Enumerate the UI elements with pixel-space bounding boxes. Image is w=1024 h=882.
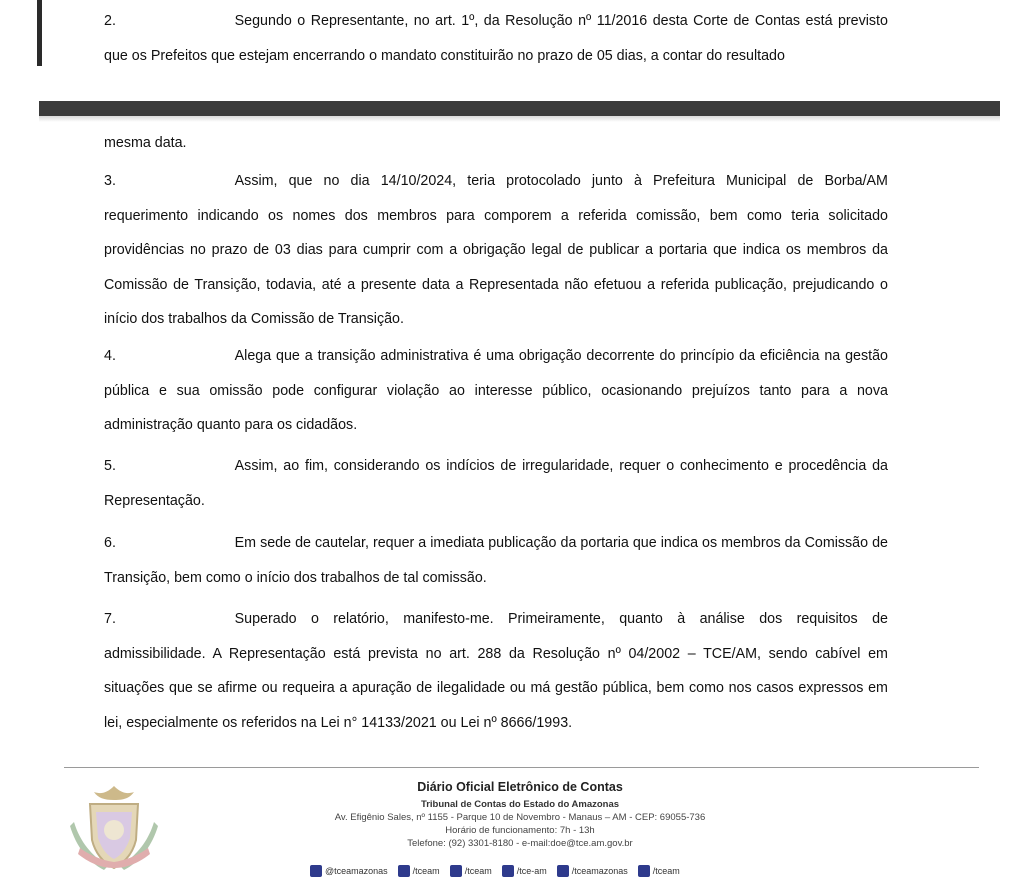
paragraph-text: Superado o relatório, manifesto-me. Primeiramente, quanto à análise dos requisitos de admissibilidade. A Representação está prevista no art. 288 da Resolução nº 04/2002 – TCE/AM, sendo cabível em situações que se afirme ou requeira a apuração de ilegalidade ou má gestão pública, bem como nos casos expressos em lei, especialmente os referidos na Lei n° 14133/2021 ou Lei nº 8666/1993.: [104, 610, 888, 731]
twitter-icon: [450, 865, 462, 877]
page-separator: [39, 101, 1000, 116]
tce-am-logo-icon: [66, 782, 162, 876]
social-link-facebook[interactable]: [398, 865, 440, 877]
paragraph-number: 5.: [104, 457, 116, 474]
soundcloud-icon: [638, 865, 650, 877]
paragraph-2: [104, 4, 888, 73]
page-separator-shadow: [39, 116, 1000, 122]
social-link-youtube[interactable]: [557, 865, 628, 877]
paragraph-text: Assim, ao fim, considerando os indícios de irregularidade, requer o conhecimento e procedência da Representação.: [104, 457, 888, 509]
paragraph-6: [104, 526, 888, 595]
social-label: /tceam: [652, 866, 680, 876]
paragraph-number: 7.: [104, 610, 116, 627]
footer-info: [300, 776, 740, 850]
paragraph-text: Assim, que no dia 14/10/2024, teria protocolado junto à Prefeitura Municipal de Borba/AM requerimento indicando os nomes dos membros para comporem a referida comissão, bem como teria solicitado providências no prazo de 03 dias para cumprir com a obrigação legal de publicar a portaria que indica os membros da Comissão de Transição, todavia, até a presente data a Representada não efetuou a referida publicação, prejudicando o início dos trabalhos da Comissão de Transição.: [104, 172, 888, 327]
paragraph-number: 2.: [104, 12, 116, 29]
social-label: /tce-am: [516, 866, 547, 876]
social-link-instagram[interactable]: [310, 865, 388, 877]
footer-hours: Horário de funcionamento: 7h - 13h: [445, 825, 595, 836]
footer-org: Tribunal de Contas do Estado do Amazonas: [420, 799, 620, 810]
instagram-icon: [310, 865, 322, 877]
footer-title: Diário Oficial Eletrônico de Contas: [417, 780, 623, 794]
footer-contact: Telefone: (92) 3301-8180 - e-mail:doe@tce.am.gov.br: [407, 838, 633, 849]
facebook-icon: [398, 865, 410, 877]
social-label: @tceamazonas: [325, 866, 388, 876]
paragraph-number: 3.: [104, 172, 116, 189]
footer-address: Av. Efigênio Sales, nº 1155 - Parque 10 de Novembro - Manaus – AM - CEP: 69055-736: [334, 812, 706, 823]
social-link-twitter[interactable]: [450, 865, 492, 877]
paragraph-3: [104, 164, 888, 337]
paragraph-5: [104, 449, 888, 518]
paragraph-number: 4.: [104, 347, 116, 364]
social-label: /tceam: [464, 866, 492, 876]
left-edge-bar: [37, 0, 42, 66]
social-label: /tceam: [412, 866, 440, 876]
social-label: /tceamazonas: [571, 866, 628, 876]
continuation-text: mesma data.: [104, 134, 187, 151]
footer-divider: [64, 767, 979, 768]
paragraph-text: Em sede de cautelar, requer a imediata publicação da portaria que indica os membros da Comissão de Transição, bem como o início dos trabalhos de tal comissão.: [104, 534, 888, 586]
youtube-icon: [557, 865, 569, 877]
paragraph-text: Segundo o Representante, no art. 1º, da Resolução nº 11/2016 desta Corte de Contas está previsto que os Prefeitos que estejam encerrando o mandato constituirão no prazo de 05 dias, a contar do resultado: [104, 12, 888, 64]
footer-socials: [310, 863, 740, 879]
paragraph-4: [104, 339, 888, 443]
social-link-flickr[interactable]: [502, 865, 547, 877]
flickr-icon: [502, 865, 514, 877]
paragraph-number: 6.: [104, 534, 116, 551]
paragraph-text: Alega que a transição administrativa é uma obrigação decorrente do princípio da eficiência na gestão pública e sua omissão pode configurar violação ao interesse público, ocasionando prejuízos tanto para a nova administração quanto para os cidadãos.: [104, 347, 888, 433]
paragraph-7: [104, 602, 888, 740]
social-link-soundcloud[interactable]: [638, 865, 680, 877]
